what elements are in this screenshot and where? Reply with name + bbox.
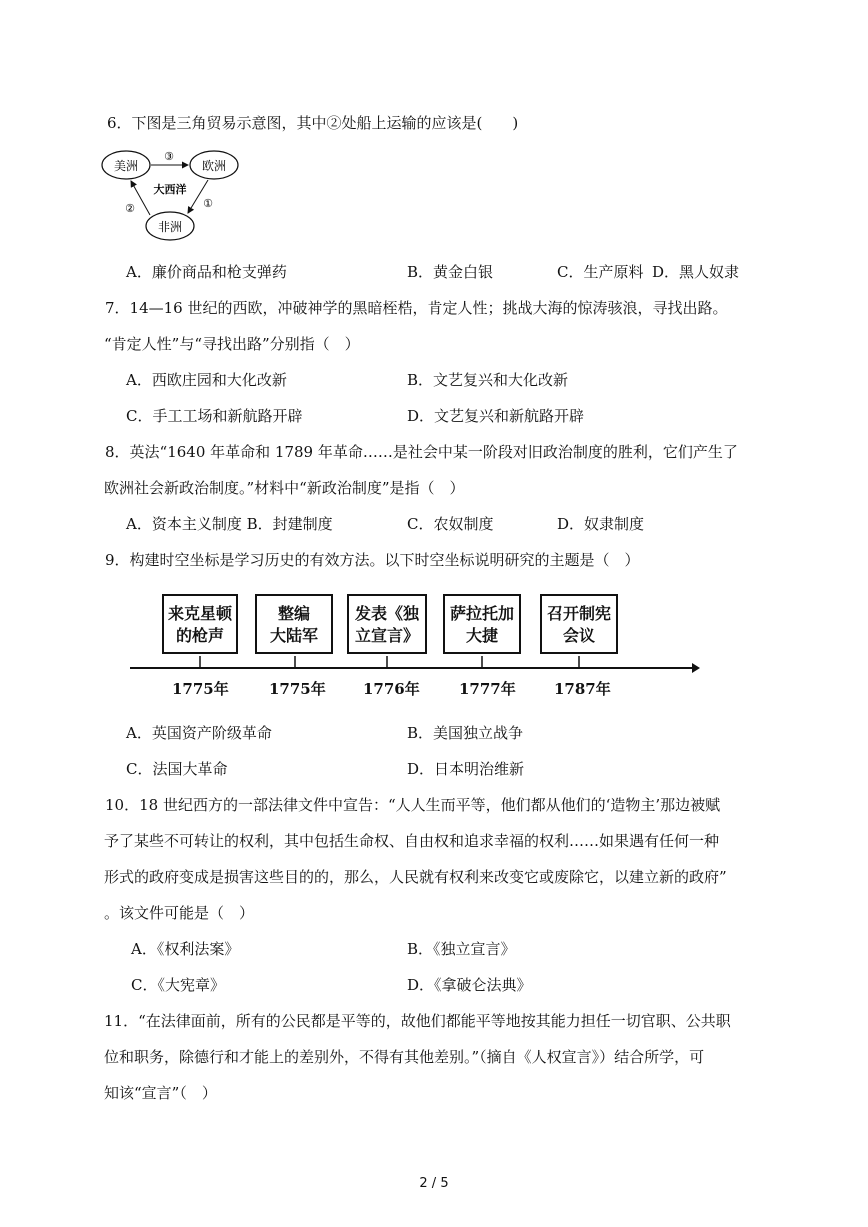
timeline (130, 590, 700, 710)
timeline-year: 1775年 (172, 680, 229, 698)
q8-stem-line2: 欧洲社会新政治制度。”材料中“新政治制度”是指（ ） (104, 479, 465, 497)
q9-option-c: C．法国大革命 (126, 760, 228, 778)
event-text-line1: 整编 (277, 604, 310, 623)
q7-stem-line2: “肯定人性”与“寻找出路”分别指（ ） (104, 335, 360, 353)
route1-label: ① (203, 197, 213, 210)
americas-label: 美洲 (113, 159, 139, 173)
route2-label: ② (125, 202, 135, 215)
triangular-trade-diagram (98, 145, 250, 245)
q10-stem-line2: 予了某些不可转让的权利，其中包括生命权、自由权和追求幸福的权利……如果遇有任何一种 (104, 832, 720, 850)
timeline-year: 1775年 (269, 680, 326, 698)
q11-stem-line2: 位和职务，除德行和才能上的差别外，不得有其他差别。”（摘自《人权宣言》）结合所学，可 (104, 1048, 705, 1066)
q10-option-c: C．《大宪章》 (131, 976, 225, 994)
page-number: 2 / 5 (419, 1176, 449, 1191)
timeline-event (162, 594, 238, 654)
ocean-label: 大西洋 (153, 183, 187, 196)
europe-label: 欧洲 (201, 159, 227, 173)
q7-option-c: C．手工工场和新航路开辟 (126, 407, 303, 425)
q6-option-c: C．生产原料 (557, 263, 644, 281)
event-text-line2: 大捷 (465, 626, 498, 645)
event-text-line2: 立宣言》 (354, 626, 419, 645)
timeline-year: 1776年 (363, 680, 420, 698)
route3-label: ③ (164, 150, 174, 163)
q10-option-d: D．《拿破仑法典》 (407, 976, 532, 994)
q8-stem-line1: 8．英法“1640 年革命和 1789 年革命……是社会中某一阶段对旧政治制度的胜利，它们产生了 (105, 443, 738, 461)
q6-option-b: B．黄金白银 (407, 263, 494, 281)
timeline-event (540, 594, 618, 654)
q7-option-a: A．西欧庄园和大化改新 (126, 371, 287, 389)
q7-stem-line1: 7．14—16 世纪的西欧，冲破神学的黑暗桎梏，肯定人性；挑战大海的惊涛骇浪，寻找出路。 (105, 299, 728, 317)
timeline-event (255, 594, 333, 654)
q9-option-b: B．美国独立战争 (407, 724, 524, 742)
q9-stem: 9．构建时空坐标是学习历史的有效方法。以下时空坐标说明研究的主题是（ ） (105, 551, 640, 569)
event-text-line1: 召开制宪 (546, 604, 611, 623)
event-text-line2: 的枪声 (175, 626, 224, 645)
timeline-year: 1787年 (554, 680, 611, 698)
q10-stem-line3: 形式的政府变成是损害这些目的的，那么，人民就有权利来改变它或废除它，以建立新的政府” (104, 868, 727, 886)
q7-option-b: B．文艺复兴和大化改新 (407, 371, 569, 389)
event-text-line2: 大陆军 (269, 626, 318, 645)
q11-stem-line1: 11．“在法律面前，所有的公民都是平等的，故他们都能平等地按其能力担任一切官职、公共职 (104, 1012, 731, 1030)
q8-option-ab: A．资本主义制度 B．封建制度 (126, 515, 333, 533)
event-text-line1: 发表《独 (354, 604, 419, 623)
timeline-event (347, 594, 427, 654)
q11-stem-line3: 知该“宣言”（ ） (104, 1084, 217, 1102)
q10-option-b: B．《独立宣言》 (407, 940, 516, 958)
q10-option-a: A．《权利法案》 (131, 940, 240, 958)
timeline-year: 1777年 (459, 680, 516, 698)
event-text-line1: 来克星顿 (167, 604, 232, 623)
q9-option-d: D．日本明治维新 (407, 760, 525, 778)
q6-option-d: D．黑人奴隶 (652, 263, 740, 281)
timeline-event (443, 594, 521, 654)
q10-stem-line1: 10．18 世纪西方的一部法律文件中宣告：“人人生而平等，他们都从他们的‘造物主’那边被赋 (105, 796, 721, 814)
q8-option-d: D．奴隶制度 (557, 515, 645, 533)
q6-stem: 6．下图是三角贸易示意图，其中②处船上运输的应该是( ) (107, 114, 519, 132)
q7-option-d: D．文艺复兴和新航路开辟 (407, 407, 585, 425)
q8-option-c: C．农奴制度 (407, 515, 494, 533)
event-text-line1: 萨拉托加 (449, 604, 514, 623)
event-text-line2: 会议 (562, 626, 595, 645)
africa-label: 非洲 (157, 220, 183, 234)
q6-option-a: A．廉价商品和枪支弹药 (126, 263, 287, 281)
q9-option-a: A．英国资产阶级革命 (126, 724, 272, 742)
q10-stem-line4: 。该文件可能是（ ） (104, 904, 255, 922)
